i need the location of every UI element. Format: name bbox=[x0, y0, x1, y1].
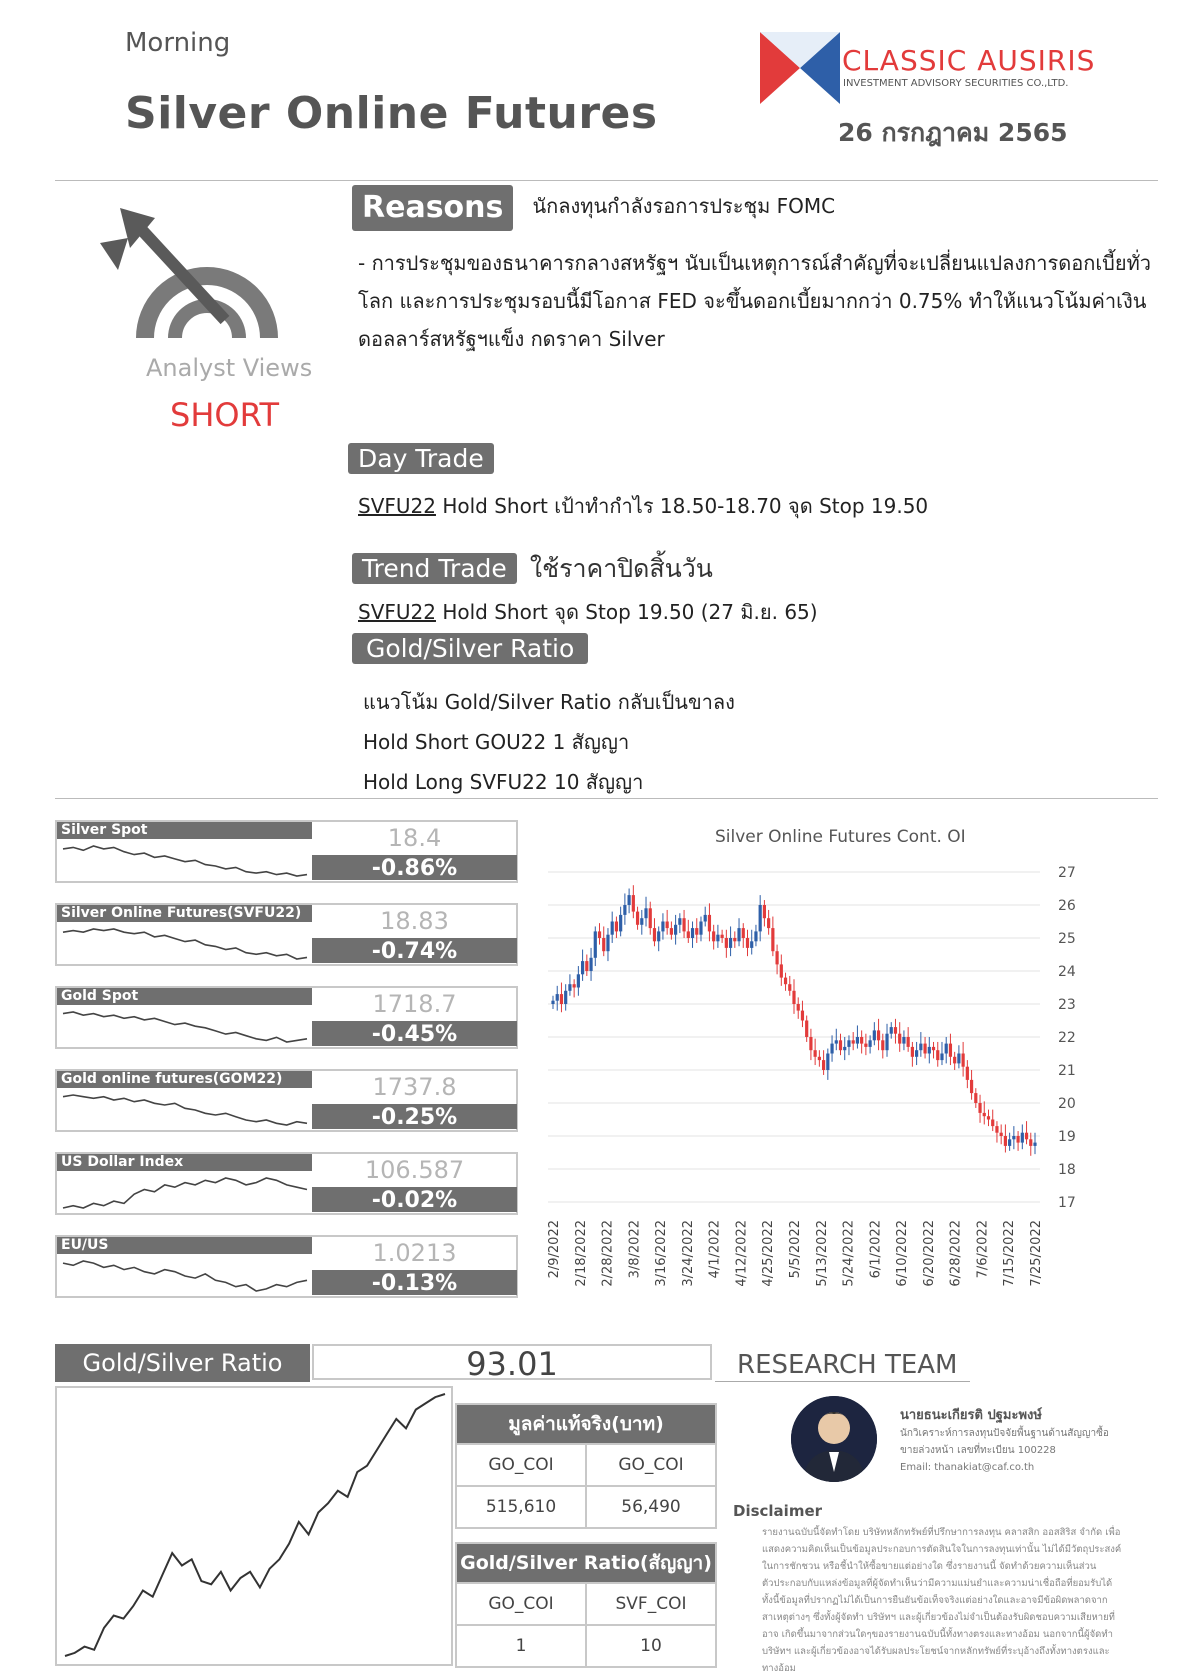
analyst-view-value: SHORT bbox=[170, 396, 280, 434]
quote-price: 18.4 bbox=[387, 824, 442, 852]
brand-subtitle: INVESTMENT ADVISORY SECURITIES CO.,LTD. bbox=[843, 78, 1069, 89]
y-tick-label: 26 bbox=[1058, 898, 1076, 914]
candle-body bbox=[940, 1054, 943, 1061]
candle-body bbox=[606, 935, 609, 952]
candle-body bbox=[750, 941, 753, 948]
quote-box bbox=[55, 986, 518, 1049]
candle-body bbox=[898, 1034, 901, 1044]
x-tick-label: 5/5/2022 bbox=[788, 1220, 803, 1279]
quote-price: 1.0213 bbox=[372, 1239, 457, 1267]
reasons-block bbox=[352, 185, 835, 231]
candle-body bbox=[594, 931, 597, 957]
candle-body bbox=[1029, 1139, 1032, 1146]
x-tick-label: 3/16/2022 bbox=[654, 1220, 670, 1287]
candle-body bbox=[674, 925, 677, 935]
candle-body bbox=[835, 1040, 838, 1043]
ratio-label: Gold/Silver Ratio bbox=[55, 1344, 310, 1382]
sparkline-path bbox=[63, 929, 307, 959]
day-trade-tag: Day Trade bbox=[348, 443, 494, 474]
candle-body bbox=[670, 928, 673, 935]
ratio-contracts-title: Gold/Silver Ratio(สัญญา) bbox=[456, 1543, 716, 1583]
page-title: Silver Online Futures bbox=[125, 88, 658, 139]
quote-change: -0.13% bbox=[312, 1270, 517, 1295]
candle-body bbox=[759, 905, 762, 931]
analyst-name: นายธนะเกียรติ ปฐมะพงษ์ bbox=[900, 1408, 1042, 1423]
candle-body bbox=[615, 922, 618, 932]
quote-sparkline bbox=[61, 1091, 309, 1129]
candle-body bbox=[852, 1040, 855, 1043]
chart-title: Silver Online Futures Cont. OI bbox=[715, 827, 966, 847]
day-trade-detail: Hold Short เป้าทำกำไร 18.50-18.70 จุด Stop 19.50 bbox=[435, 494, 929, 518]
candle-body bbox=[1021, 1133, 1024, 1143]
candle-body bbox=[721, 935, 724, 938]
candle-body bbox=[797, 1004, 800, 1011]
fair-value-title: มูลค่าแท้จริง(บาท) bbox=[456, 1404, 716, 1444]
x-tick-label: 7/15/2022 bbox=[1002, 1220, 1018, 1287]
quote-price: 1718.7 bbox=[372, 990, 457, 1018]
candle-body bbox=[623, 905, 626, 915]
candle-body bbox=[1004, 1136, 1007, 1146]
person-avatar-icon bbox=[791, 1396, 877, 1482]
quote-price: 18.83 bbox=[380, 907, 449, 935]
x-tick-label: 6/20/2022 bbox=[921, 1220, 937, 1287]
ratio-contracts-table bbox=[455, 1542, 717, 1668]
candle-body bbox=[792, 991, 795, 1004]
quote-sparkline bbox=[61, 925, 309, 963]
quote-sparkline bbox=[61, 842, 309, 880]
report-date: 26 กรกฎาคม 2565 bbox=[838, 118, 1068, 147]
candle-body bbox=[568, 984, 571, 991]
candle-body bbox=[573, 984, 576, 987]
candle-body bbox=[649, 908, 652, 928]
reasons-line: โลก และการประชุมรอบนี้มีโอกาส FED จะขึ้นดอกเบี้ยมากกว่า 0.75% ทำให้แนวโน้มค่าเงิน bbox=[358, 289, 1147, 313]
x-tick-label: 7/6/2022 bbox=[975, 1220, 991, 1279]
candle-body bbox=[628, 895, 631, 905]
candle-body bbox=[712, 931, 715, 941]
sparkline-path bbox=[63, 1261, 307, 1291]
quote-box bbox=[55, 1069, 518, 1132]
table-cell: SVF_COI bbox=[586, 1583, 716, 1625]
candle-body bbox=[936, 1050, 939, 1060]
x-tick-label: 4/1/2022 bbox=[707, 1220, 723, 1279]
candle-body bbox=[839, 1040, 842, 1050]
brand-name: CLASSIC AUSIRIS bbox=[842, 44, 1096, 77]
analyst-views-label: Analyst Views bbox=[146, 354, 313, 382]
x-tick-label: 6/1/2022 bbox=[868, 1220, 884, 1279]
reasons-tag: Reasons bbox=[352, 185, 513, 231]
y-tick-label: 17 bbox=[1058, 1195, 1076, 1211]
candle-body bbox=[678, 918, 681, 925]
sparkline-path bbox=[63, 846, 307, 876]
candle-body bbox=[970, 1080, 973, 1093]
candle-body bbox=[666, 922, 669, 929]
candle-body bbox=[619, 915, 622, 932]
candle-body bbox=[978, 1103, 981, 1113]
candle-body bbox=[801, 1011, 804, 1021]
quote-change: -0.02% bbox=[312, 1187, 517, 1212]
candle-body bbox=[822, 1060, 825, 1070]
candle-body bbox=[869, 1040, 872, 1047]
candle-body bbox=[953, 1057, 956, 1064]
quote-price: 106.587 bbox=[364, 1156, 465, 1184]
x-tick-label: 2/18/2022 bbox=[573, 1220, 589, 1287]
table-cell: 1 bbox=[456, 1625, 586, 1667]
candle-body bbox=[843, 1047, 846, 1050]
x-tick-label: 5/13/2022 bbox=[814, 1220, 830, 1287]
candle-body bbox=[716, 935, 719, 942]
candle-body bbox=[928, 1047, 931, 1054]
candle-body bbox=[864, 1044, 867, 1047]
candle-body bbox=[708, 915, 711, 932]
reasons-text bbox=[358, 244, 1151, 358]
x-tick-label: 2/28/2022 bbox=[600, 1220, 616, 1287]
candle-body bbox=[830, 1044, 833, 1054]
y-tick-label: 25 bbox=[1058, 931, 1076, 947]
x-tick-label: 2/9/2022 bbox=[547, 1220, 562, 1279]
candle-body bbox=[725, 938, 728, 948]
research-team-title: RESEARCH TEAM bbox=[737, 1350, 958, 1380]
reasons-line: - การประชุมของธนาคารกลางสหรัฐฯ นับเป็นเหตุการณ์สำคัญที่จะเปลี่ยนแปลงการดอกเบี้ยทั่ว bbox=[358, 251, 1151, 275]
y-tick-label: 20 bbox=[1058, 1096, 1076, 1112]
candle-body bbox=[682, 918, 685, 931]
sparkline-path bbox=[63, 1178, 307, 1208]
candle-body bbox=[602, 938, 605, 951]
trend-trade-detail: Hold Short จุด Stop 19.50 (27 มิ.ย. 65) bbox=[435, 600, 818, 624]
candle-body bbox=[809, 1037, 812, 1050]
candle-body bbox=[902, 1037, 905, 1044]
research-divider bbox=[715, 1381, 970, 1382]
candle-body bbox=[987, 1116, 990, 1119]
table-cell: GO_COI bbox=[586, 1444, 716, 1486]
x-tick-label: 5/24/2022 bbox=[841, 1220, 857, 1287]
disclaimer-text: รายงานฉบับนี้จัดทำโดย บริษัทหลักทรัพย์ที่ปรึกษาการลงทุน คลาสสิก ออสสิริส จำกัด เพื่อแสดงความคิดเห็นเป็นข้อมูลประกอบการตัดสินใจในการลงทุนเท่านั้น ไม่ได้มีวัตถุประสงค์ในการชักชวน หรือชี้นำให้ซื้อขายแต่อย่างใด ซึ่งรายงานนี้ จัดทำด้วยความเห็นส่วนตัวประกอบกับแหล่งข้อมูลที่ผู้จัดทำเห็นว่ามีความแม่นยำและความน่าเชื่อถือที่ยอมรับได้ ทั้งนี้ข้อมูลที่ปรากฏไม่ได้เป็นการยืนยันข้อเท็จจริงแต่อย่างใดและอาจมีข้อผิดพลาดจากสาเหตุต่างๆ ซึ่งทั้งผู้จัดทำ บริษัทฯ และผู้เกี่ยวข้องไม่จำเป็นต้องรับผิดชอบความเสียหายที่อาจ เกิดขึ้นมาจากส่วนใดๆของรายงานฉบับนี้ทั้งทางตรงและทางอ้อม นอกจากนี้ผู้จัดทำ บริษัทฯ และผู้เกี่ยวข้องอาจได้รับผลประโยชน์จากหลักทรัพย์ที่ระบุอ้างถึงทั้งทางตรงและทางอ้อม bbox=[762, 1527, 1122, 1674]
table-cell: GO_COI bbox=[456, 1444, 586, 1486]
quote-change: -0.45% bbox=[312, 1021, 517, 1046]
candle-body bbox=[1016, 1136, 1019, 1143]
gs-ratio-line: Hold Short GOU22 1 สัญญา bbox=[363, 730, 630, 754]
y-tick-label: 23 bbox=[1058, 997, 1076, 1013]
divider-top bbox=[55, 180, 1158, 181]
ratio-line bbox=[65, 1394, 445, 1656]
candle-body bbox=[653, 928, 656, 941]
quote-name: EU/US bbox=[57, 1237, 312, 1254]
candle-body bbox=[957, 1054, 960, 1064]
candle-body bbox=[890, 1027, 893, 1034]
candle-body bbox=[733, 938, 736, 941]
table-cell: 10 bbox=[586, 1625, 716, 1667]
gs-ratio-line: แนวโน้ม Gold/Silver Ratio กลับเป็นขาลง bbox=[363, 690, 735, 714]
candle-body bbox=[788, 984, 791, 991]
candle-body bbox=[763, 905, 766, 918]
candle-body bbox=[742, 928, 745, 938]
y-tick-label: 22 bbox=[1058, 1030, 1076, 1046]
candle-body bbox=[729, 938, 732, 948]
sparkline-path bbox=[63, 1095, 307, 1125]
x-tick-label: 6/10/2022 bbox=[895, 1220, 911, 1287]
candle-body bbox=[577, 974, 580, 987]
candle-body bbox=[780, 964, 783, 977]
quote-name: Silver Spot bbox=[57, 822, 312, 839]
candle-body bbox=[784, 978, 787, 985]
analyst-info bbox=[900, 1425, 1109, 1476]
quote-box bbox=[55, 820, 518, 883]
candle-body bbox=[687, 931, 690, 938]
table-cell: GO_COI bbox=[456, 1583, 586, 1625]
analyst-email[interactable]: Email: thanakiat@caf.co.th bbox=[900, 1462, 1035, 1473]
candle-body bbox=[847, 1040, 850, 1047]
candle-body bbox=[907, 1037, 910, 1047]
y-tick-label: 18 bbox=[1058, 1162, 1076, 1178]
quote-box bbox=[55, 1235, 518, 1298]
candle-body bbox=[551, 1001, 554, 1004]
candle-body bbox=[704, 915, 707, 922]
quote-change: -0.25% bbox=[312, 1104, 517, 1129]
quote-box bbox=[55, 1152, 518, 1215]
candle-body bbox=[894, 1027, 897, 1034]
ratio-value: 93.01 bbox=[312, 1344, 712, 1380]
candle-body bbox=[556, 994, 559, 1001]
trend-trade-symbol: SVFU22 bbox=[358, 600, 436, 624]
candle-body bbox=[911, 1047, 914, 1057]
sparkline-path bbox=[63, 1012, 307, 1042]
candle-body bbox=[1008, 1139, 1011, 1146]
reasons-headline: นักลงทุนกำลังรอการประชุม FOMC bbox=[532, 194, 836, 218]
candle-body bbox=[856, 1037, 859, 1044]
candle-body bbox=[589, 958, 592, 971]
quote-name: Gold online futures(GOM22) bbox=[57, 1071, 312, 1088]
quote-name: Silver Online Futures(SVFU22) bbox=[57, 905, 312, 922]
fair-value-table bbox=[455, 1403, 717, 1529]
candle-body bbox=[932, 1047, 935, 1050]
table-cell: 515,610 bbox=[456, 1486, 586, 1528]
y-tick-label: 21 bbox=[1058, 1063, 1076, 1079]
candle-body bbox=[560, 994, 563, 1004]
candle-body bbox=[585, 961, 588, 971]
candle-body bbox=[737, 928, 740, 941]
candle-body bbox=[598, 931, 601, 938]
trend-trade-text bbox=[358, 596, 818, 628]
candle-body bbox=[983, 1113, 986, 1116]
analyst-license: ขายล่วงหน้า เลขที่ทะเบียน 100228 bbox=[900, 1445, 1056, 1456]
trend-trade-tag: Trend Trade bbox=[352, 553, 517, 584]
candle-body bbox=[644, 908, 647, 918]
quote-name: US Dollar Index bbox=[57, 1154, 312, 1171]
candle-body bbox=[1000, 1133, 1003, 1136]
quote-box bbox=[55, 903, 518, 966]
header-subtitle: Morning bbox=[125, 28, 231, 58]
candle-body bbox=[949, 1044, 952, 1057]
candle-body bbox=[877, 1030, 880, 1040]
candle-body bbox=[767, 918, 770, 928]
candle-body bbox=[754, 931, 757, 941]
candle-body bbox=[915, 1050, 918, 1057]
candle-body bbox=[885, 1034, 888, 1051]
quote-sparkline bbox=[61, 1008, 309, 1046]
candle-body bbox=[818, 1057, 821, 1060]
candle-body bbox=[691, 928, 694, 938]
candle-body bbox=[564, 991, 567, 1004]
day-trade-text bbox=[358, 490, 928, 522]
candle-body bbox=[636, 912, 639, 925]
candle-body bbox=[923, 1044, 926, 1054]
company-logo-icon bbox=[760, 32, 840, 104]
candle-body bbox=[966, 1067, 969, 1080]
target-arrow-icon bbox=[100, 208, 315, 348]
candle-body bbox=[775, 951, 778, 964]
y-tick-label: 27 bbox=[1058, 865, 1076, 881]
candle-body bbox=[860, 1037, 863, 1044]
candle-body bbox=[995, 1126, 998, 1133]
x-tick-label: 4/12/2022 bbox=[734, 1220, 750, 1287]
disclaimer-title: Disclaimer bbox=[733, 1502, 823, 1520]
x-tick-label: 4/25/2022 bbox=[761, 1220, 777, 1287]
divider-middle bbox=[55, 798, 1158, 799]
ratio-line-chart bbox=[57, 1388, 451, 1664]
candle-body bbox=[632, 895, 635, 912]
avatar bbox=[791, 1396, 877, 1482]
candle-body bbox=[962, 1054, 965, 1067]
candle-body bbox=[881, 1040, 884, 1050]
trend-trade-note: ใช้ราคาปิดสิ้นวัน bbox=[529, 554, 713, 583]
candle-body bbox=[826, 1054, 829, 1071]
candle-body bbox=[611, 922, 614, 935]
analyst-role: นักวิเคราะห์การลงทุนปัจจัยพื้นฐานด้านสัญญาซื้อ bbox=[900, 1428, 1109, 1439]
gs-ratio-tag: Gold/Silver Ratio bbox=[352, 633, 588, 664]
y-tick-label: 19 bbox=[1058, 1129, 1076, 1145]
candle-body bbox=[771, 928, 774, 951]
candle-body bbox=[699, 922, 702, 935]
candle-body bbox=[661, 922, 664, 932]
quote-name: Gold Spot bbox=[57, 988, 312, 1005]
quote-price: 1737.8 bbox=[372, 1073, 457, 1101]
candle-body bbox=[805, 1021, 808, 1038]
candle-body bbox=[746, 938, 749, 948]
y-tick-label: 24 bbox=[1058, 964, 1076, 980]
quote-change: -0.86% bbox=[312, 855, 517, 880]
reasons-line: ดอลลาร์สหรัฐฯแข็ง กดราคา Silver bbox=[358, 327, 665, 351]
gs-ratio-line: Hold Long SVFU22 10 สัญญา bbox=[363, 770, 644, 794]
candle-body bbox=[695, 928, 698, 935]
candle-body bbox=[991, 1120, 994, 1127]
quote-sparkline bbox=[61, 1257, 309, 1295]
day-trade-symbol: SVFU22 bbox=[358, 494, 436, 518]
table-cell: 56,490 bbox=[586, 1486, 716, 1528]
x-tick-label: 7/25/2022 bbox=[1029, 1220, 1044, 1287]
candle-body bbox=[945, 1044, 948, 1054]
candlestick-chart bbox=[540, 862, 1150, 1332]
gs-ratio-text bbox=[363, 682, 735, 802]
candle-body bbox=[640, 918, 643, 925]
candle-body bbox=[1012, 1136, 1015, 1139]
quote-change: -0.74% bbox=[312, 938, 517, 963]
candle-body bbox=[873, 1030, 876, 1040]
x-tick-label: 6/28/2022 bbox=[948, 1220, 964, 1287]
candle-body bbox=[919, 1044, 922, 1051]
candle-body bbox=[581, 961, 584, 974]
candle-body bbox=[657, 931, 660, 941]
candle-body bbox=[974, 1093, 977, 1103]
ratio-chart bbox=[55, 1386, 453, 1666]
x-tick-label: 3/24/2022 bbox=[680, 1220, 696, 1287]
candle-body bbox=[1033, 1143, 1036, 1146]
quote-sparkline bbox=[61, 1174, 309, 1212]
candle-body bbox=[814, 1050, 817, 1057]
candle-body bbox=[1025, 1133, 1028, 1140]
x-tick-label: 3/8/2022 bbox=[627, 1220, 643, 1279]
